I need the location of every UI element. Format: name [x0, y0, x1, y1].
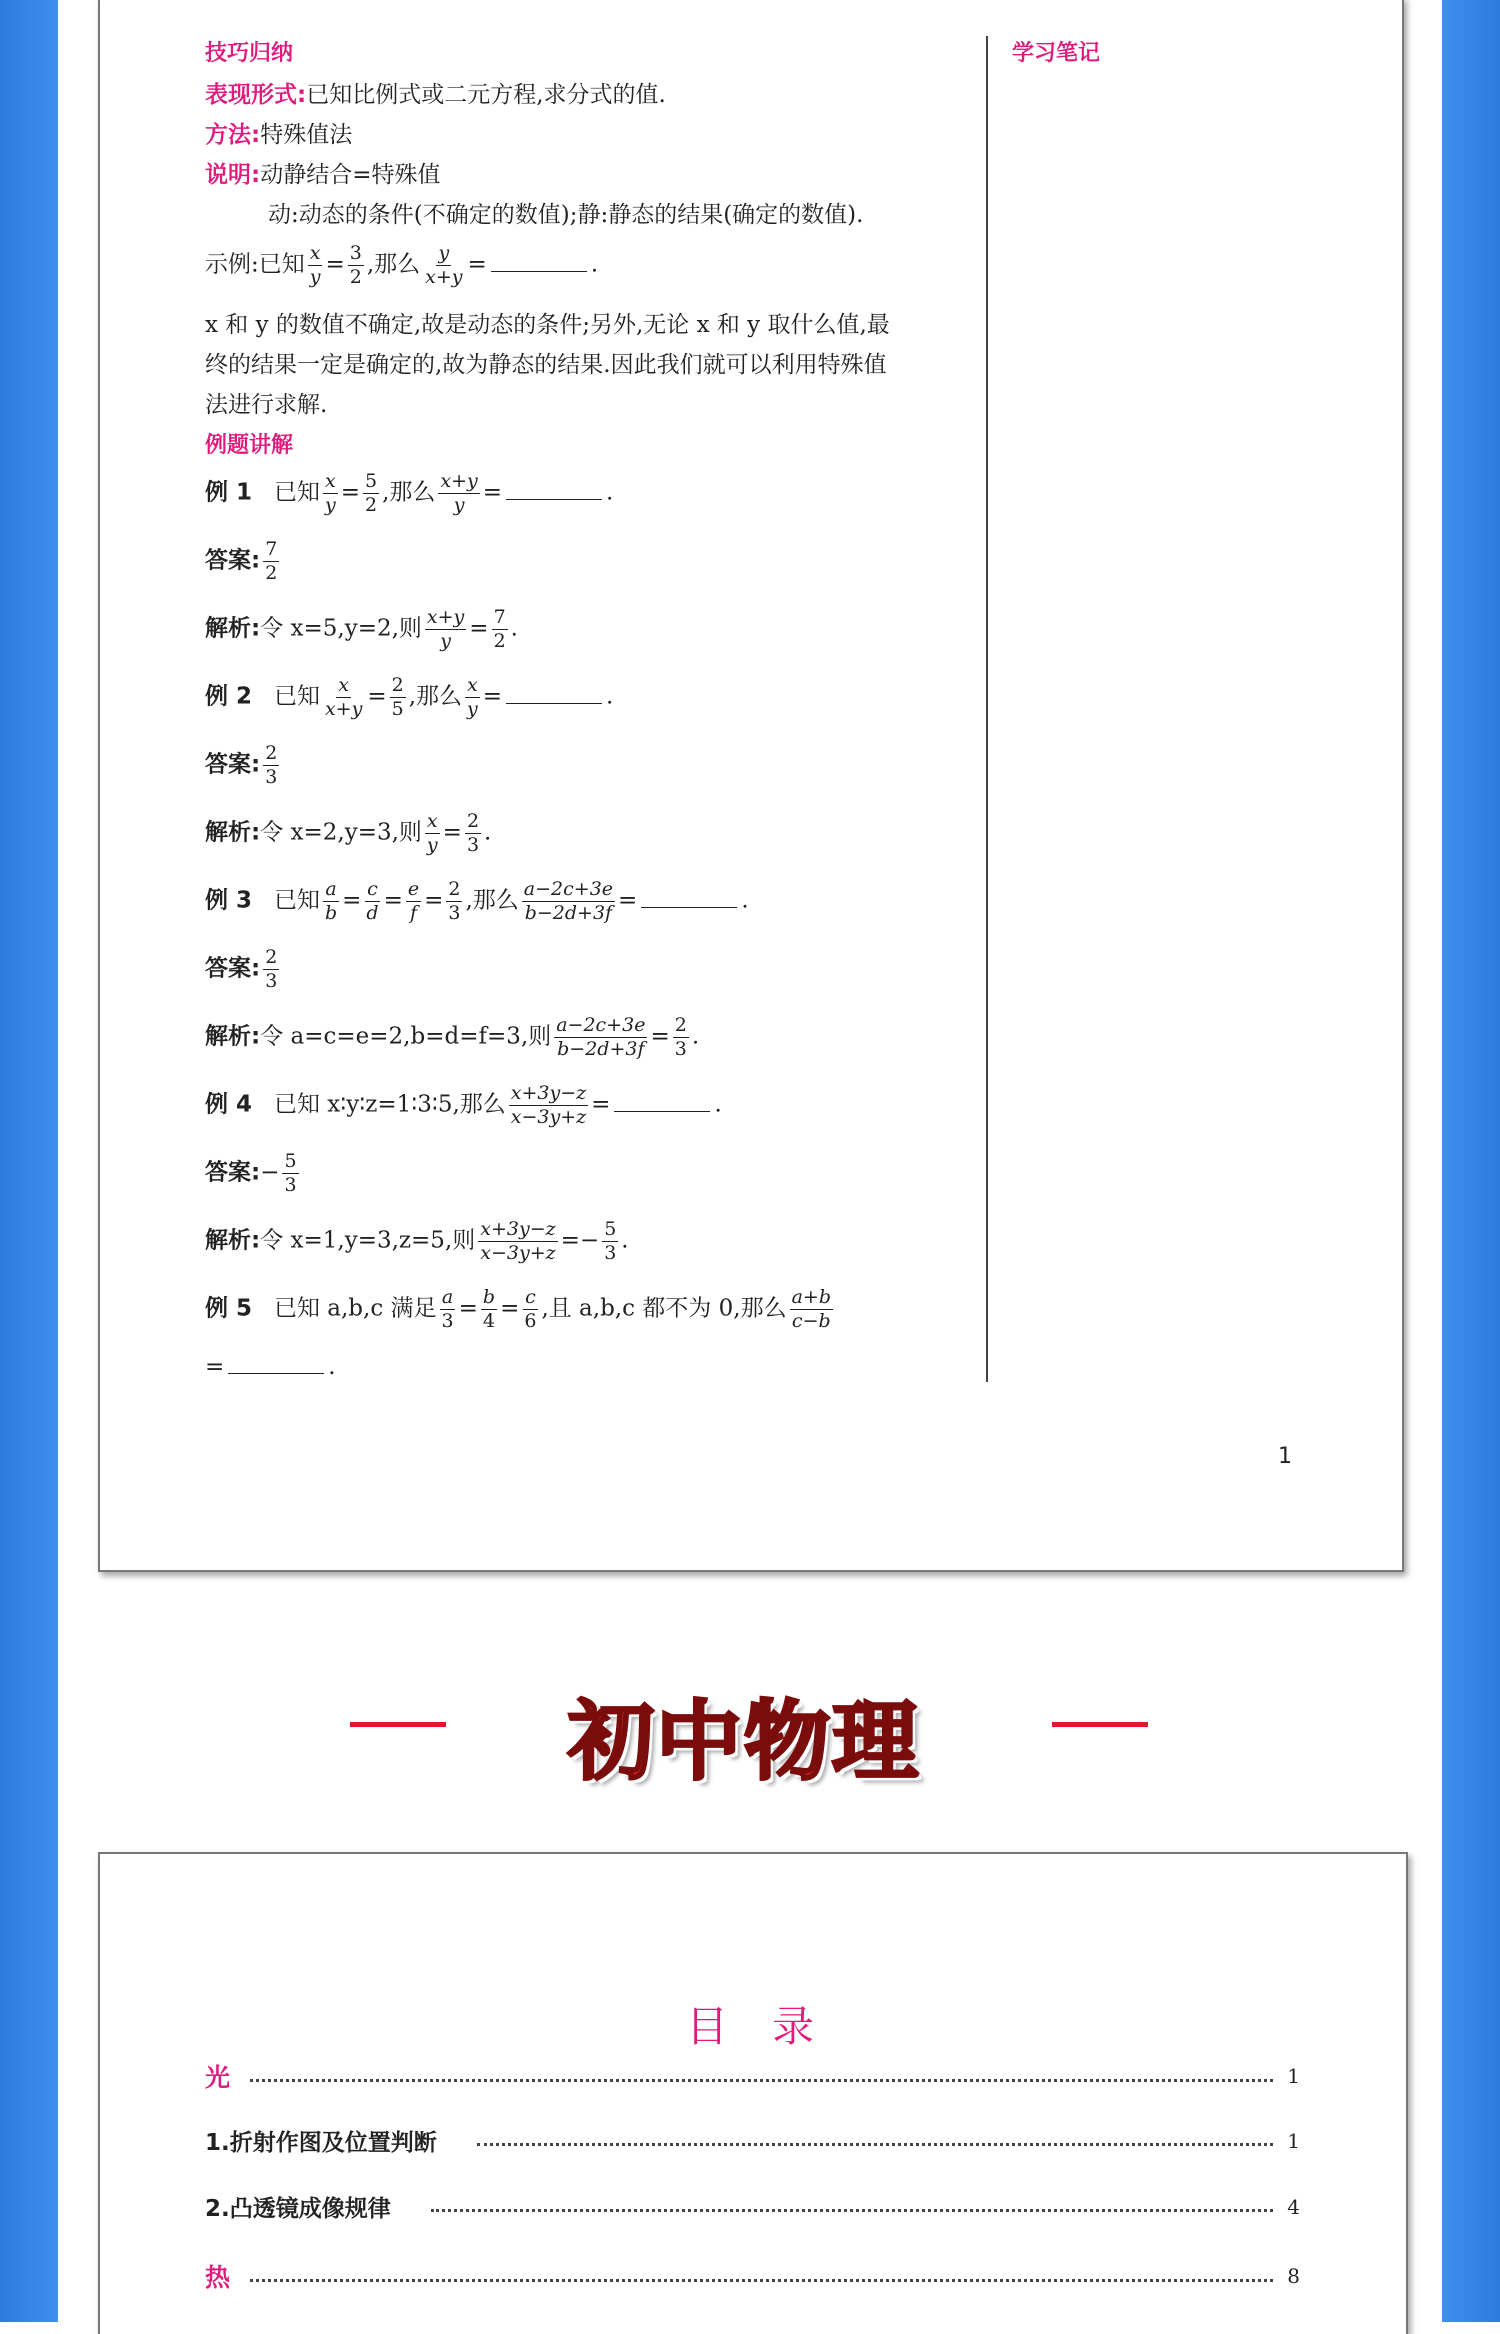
- fraction: $\frac{x+y}{y}$: [426, 606, 465, 652]
- answer-blank: [641, 907, 737, 908]
- answer-1: [205, 540, 282, 583]
- fraction: $\frac{2}{3}$: [466, 810, 480, 856]
- example-label: 例 2: [205, 683, 253, 710]
- toc-leader-dots: [431, 2209, 1274, 2212]
- analysis-label: 解析:: [205, 819, 261, 846]
- analysis-label: 解析:: [205, 615, 261, 642]
- answer-2: [205, 744, 282, 787]
- answer-label: 答案:: [205, 955, 261, 982]
- method-text: 特殊值法: [260, 122, 353, 148]
- note-line: [205, 156, 440, 189]
- answer-blank: [506, 499, 602, 500]
- toc-label: 光: [205, 2063, 231, 2092]
- example-3: 例 3 已知 $\frac{a}{b}$ = $\frac{c}{d}$ = $\frac{e}{f}$ = $\frac{2}{3}$ ,那么 $\frac{a-2c+3e}{b-2d+3f}$ = .: [205, 878, 749, 924]
- fraction: $\frac{5}{3}$: [604, 1218, 617, 1264]
- analysis-text: 令 x=1,y=3,z=5,则: [260, 1227, 476, 1254]
- example-1: 例 1 已知 $\frac{x}{y}$ = $\frac{5}{2}$ ,那么 $\frac{x+y}{y}$ = .: [205, 470, 614, 516]
- fraction: $\frac{3}{2}$: [349, 242, 362, 288]
- fraction: $\frac{x}{y}$: [309, 242, 321, 288]
- notes-divider: [986, 36, 988, 1382]
- fraction: $\frac{x}{y}$: [467, 674, 478, 720]
- explain-line-1: x 和 y 的数值不确定,故是动态的条件;另外,无论 x 和 y 取什么值,最: [205, 312, 890, 338]
- example-text-2: ,且 a,b,c 都不为 0,那么: [541, 1295, 787, 1322]
- toc-label: 热: [205, 2263, 231, 2292]
- fraction: $\frac{5}{3}$: [284, 1150, 297, 1196]
- math-page: [98, 0, 1404, 1572]
- fraction: $\frac{2}{5}$: [391, 674, 404, 720]
- toc-title: 目录: [686, 2002, 859, 2051]
- form-label: 表现形式:: [205, 82, 307, 108]
- fraction: $\frac{7}{2}$: [493, 606, 506, 652]
- fraction: $\frac{a}{b}$: [324, 878, 338, 924]
- form-line: [205, 76, 666, 109]
- note-text: 动静结合=特殊值: [260, 162, 441, 188]
- fraction: $\frac{x}{y}$: [324, 470, 336, 516]
- fraction: $\frac{c}{6}$: [524, 1286, 537, 1332]
- answer-blank: [228, 1373, 324, 1374]
- answer-label: 答案:: [205, 547, 261, 574]
- analysis-1: 解析:令 x=5,y=2,则 $\frac{x+y}{y}$ = $\frac{7}{2}$ .: [205, 606, 518, 652]
- toc-row[interactable]: [205, 2190, 1300, 2223]
- example-2: 例 2 已知 $\frac{x}{x+y}$ = $\frac{2}{5}$ ,那么 $\frac{x}{y}$ = .: [205, 674, 614, 720]
- section-title: 初中物理: [568, 1692, 920, 1792]
- toc-row[interactable]: [205, 2058, 1300, 2094]
- notes-title: 学习笔记: [1012, 41, 1101, 66]
- sample-prefix: 示例:已知: [205, 251, 305, 278]
- analysis-text: 令 x=5,y=2,则: [260, 615, 422, 642]
- example-label: 例 3: [205, 887, 253, 914]
- example-label: 例 5: [205, 1295, 253, 1322]
- analysis-label: 解析:: [205, 1227, 261, 1254]
- analysis-4: 解析:令 x=1,y=3,z=5,则 $\frac{x+3y-z}{x-3y+z}$ =− $\frac{5}{3}$ .: [205, 1218, 629, 1264]
- toc-page-number: 8: [1287, 2264, 1300, 2288]
- form-text: 已知比例式或二元方程,求分式的值.: [306, 82, 666, 108]
- answer-label: 答案:: [205, 1159, 261, 1186]
- title-dash-right: [1052, 1722, 1148, 1727]
- analysis-3: 解析:令 a=c=e=2,b=d=f=3,则 $\frac{a-2c+3e}{b-2d+3f}$ = $\frac{2}{3}$ .: [205, 1014, 700, 1060]
- sample-mid: ,那么: [366, 251, 421, 278]
- examples-heading: 例题讲解: [205, 433, 294, 458]
- answer-4: 答案:− $\frac{5}{3}$: [205, 1150, 297, 1196]
- fraction: $\frac{x}{y}$: [426, 810, 438, 856]
- example-4: 例 4 已知 x∶y∶z=1∶3∶5,那么 $\frac{x+3y-z}{x-3y+z}$ = .: [205, 1082, 722, 1128]
- fraction: $\frac{2}{3}$: [448, 878, 461, 924]
- answer-label: 答案:: [205, 751, 261, 778]
- toc-label: 1.折射作图及位置判断: [205, 2130, 437, 2156]
- method-label: 方法:: [205, 122, 261, 148]
- fraction: $\frac{a-2c+3e}{b-2d+3f}$: [556, 1014, 646, 1060]
- explain-line-3: 法进行求解.: [205, 392, 328, 418]
- example-label: 例 1: [205, 479, 253, 506]
- example-5-answer: = .: [205, 1354, 336, 1380]
- note-detail: 动:动态的条件(不确定的数值);静:静态的结果(确定的数值).: [268, 202, 864, 228]
- answer-blank: [491, 271, 587, 272]
- toc-leader-dots: [477, 2143, 1274, 2146]
- fraction: $\frac{c}{d}$: [366, 878, 379, 924]
- fraction: $\frac{2}{3}$: [674, 1014, 687, 1060]
- answer-3: [205, 948, 282, 991]
- fraction: $\frac{2}{3}$: [265, 742, 278, 788]
- example-5: 例 5 已知 a,b,c 满足 $\frac{a}{3}$ = $\frac{b}{4}$ = $\frac{c}{6}$ ,且 a,b,c 都不为 0,那么 $\frac{a+b}{c-b}$: [205, 1286, 831, 1332]
- analysis-2: 解析:令 x=2,y=3,则 $\frac{x}{y}$ = $\frac{2}{3}$ .: [205, 810, 492, 856]
- sample-line: 示例:已知 $\frac{x}{y}$ = $\frac{3}{2}$ ,那么 $\frac{y}{x+y}$ = .: [205, 242, 599, 288]
- toc-label: 2.凸透镜成像规律: [205, 2196, 391, 2222]
- example-label: 例 4: [205, 1091, 253, 1118]
- toc-page-number: 1: [1287, 2064, 1300, 2088]
- fraction: $\frac{e}{f}$: [407, 878, 420, 924]
- toc-leader-dots: [250, 2279, 1273, 2282]
- fraction: $\frac{b}{4}$: [482, 1286, 496, 1332]
- analysis-text: 令 x=2,y=3,则: [260, 819, 422, 846]
- toc-page-number: 4: [1287, 2194, 1300, 2219]
- fraction: $\frac{a}{3}$: [441, 1286, 454, 1332]
- section-heading: 技巧归纳: [205, 41, 294, 66]
- example-text: 已知 a,b,c 满足: [273, 1295, 437, 1322]
- fraction: $\frac{x+3y-z}{x-3y+z}$: [480, 1218, 556, 1264]
- toc-row[interactable]: [205, 2124, 1300, 2157]
- answer-blank: [506, 703, 602, 704]
- example-text: 已知 x∶y∶z=1∶3∶5,那么: [273, 1091, 506, 1118]
- page-number: 1: [1278, 1444, 1292, 1469]
- fraction: $\frac{5}{2}$: [364, 470, 378, 516]
- fraction: $\frac{x+y}{y}$: [440, 470, 478, 516]
- fraction: $\frac{7}{2}$: [265, 538, 278, 584]
- right-blue-border: [1442, 0, 1500, 2322]
- explain-line-2: 终的结果一定是确定的,故为静态的结果.因此我们就可以利用特殊值: [205, 352, 887, 378]
- fraction: $\frac{2}{3}$: [265, 946, 278, 992]
- answer-blank: [614, 1111, 710, 1112]
- fraction: $\frac{a-2c+3e}{b-2d+3f}$: [523, 878, 614, 924]
- note-label: 说明:: [205, 162, 261, 188]
- left-blue-border: [0, 0, 58, 2322]
- toc-leader-dots: [250, 2079, 1273, 2082]
- toc-row[interactable]: [205, 2258, 1300, 2294]
- fraction: $\frac{a+b}{c-b}$: [791, 1286, 831, 1332]
- fraction: $\frac{x+3y-z}{x-3y+z}$: [510, 1082, 587, 1128]
- fraction: $\frac{y}{x+y}$: [425, 242, 463, 288]
- analysis-label: 解析:: [205, 1023, 261, 1050]
- analysis-text: 令 a=c=e=2,b=d=f=3,则: [260, 1023, 552, 1050]
- fraction: $\frac{x}{x+y}$: [324, 674, 363, 720]
- toc-page-number: 1: [1287, 2128, 1300, 2153]
- title-dash-left: [350, 1722, 446, 1727]
- method-line: [205, 116, 352, 149]
